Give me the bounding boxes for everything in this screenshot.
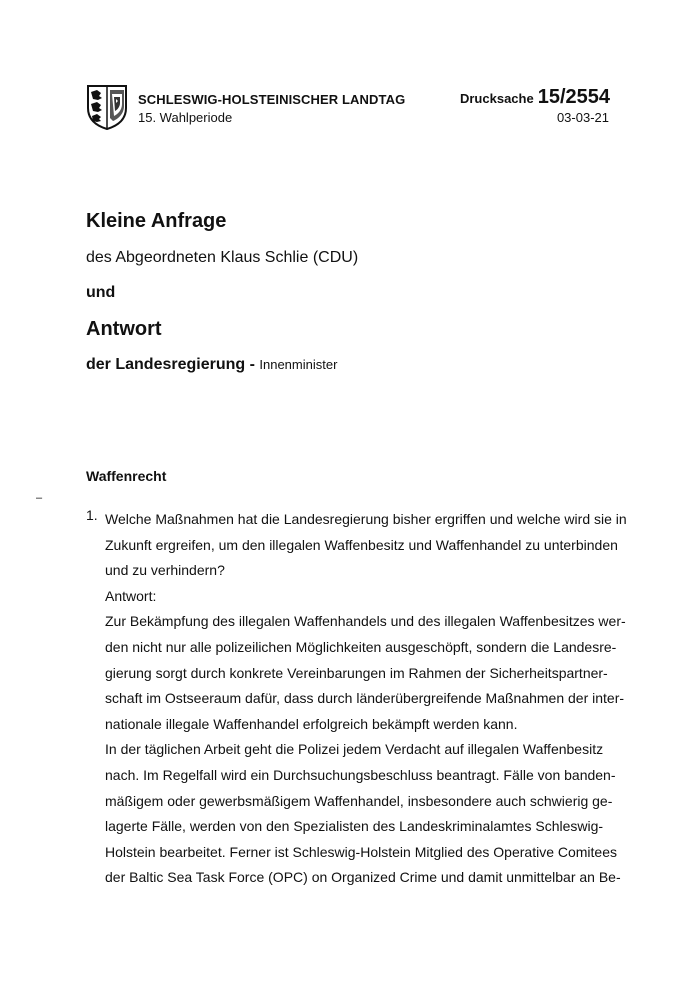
body-line: Welche Maßnahmen hat die Landesregierung bisher ergriffen und welche wird sie in <box>105 511 627 527</box>
title-antwort: Antwort <box>86 318 162 340</box>
drucksache-label: Drucksache <box>459 91 534 106</box>
government-label: der Landesregierung - <box>86 356 255 373</box>
margin-mark: – <box>36 492 43 504</box>
body-line: nach. Im Regelfall wird ein Durchsuchungsbeschluss beantragt. Fälle von banden- <box>105 766 616 783</box>
body-line: Antwort: <box>105 587 157 604</box>
subtitle-member: des Abgeordneten Klaus Schlie (CDU) <box>86 249 359 266</box>
body-line: mäßigem oder gewerbsmäßigem Waffenhandel, insbesondere auch schwierig ge- <box>105 792 613 809</box>
body-line: der Baltic Sea Task Force (OPC) on Organized Crime und damit unmittelbar an Be- <box>105 869 621 886</box>
body-line: und zu verhindern? <box>105 562 225 579</box>
minister-label: Innenminister <box>259 357 338 372</box>
body-line: Zukunft ergreifen, um den illegalen Waffenbesitz und Waffenhandel zu unterbinden <box>105 536 618 553</box>
body-line: Zur Bekämpfung des illegalen Waffenhandels und des illegalen Waffenbesitzes wer- <box>105 613 626 630</box>
body-line: schaft im Ostseeraum dafür, dass durch länderübergreifende Maßnahmen der inter- <box>105 690 625 707</box>
title-kleine-anfrage: Kleine Anfrage <box>86 210 227 232</box>
body-line: nationale illegale Waffenhandel erfolgreich bekämpft werden kann. <box>105 715 518 732</box>
body-line: Holstein bearbeitet. Ferner ist Schleswig-Holstein Mitglied des Operative Comitees <box>105 843 617 860</box>
parliament-name: SCHLESWIG-HOLSTEINISCHER LANDTAG <box>138 92 406 107</box>
title-und: und <box>86 284 116 301</box>
coat-of-arms-icon <box>86 84 128 130</box>
subtitle-government <box>86 356 337 374</box>
body-line: gierung sorgt durch konkrete Vereinbarungen im Rahmen der Sicherheitspartner- <box>105 664 608 681</box>
legislative-period: 15. Wahlperiode <box>138 110 233 125</box>
question-body <box>105 507 625 891</box>
body-line: den nicht nur alle polizeilichen Möglichkeiten ausgeschöpft, sondern die Landesre- <box>105 638 617 655</box>
section-heading: Waffenrecht <box>86 468 167 484</box>
body-line: lagerte Fälle, werden von den Spezialisten des Landeskriminalamtes Schleswig- <box>105 818 604 835</box>
document-date: 03-03-21 <box>556 110 609 125</box>
body-line: In der täglichen Arbeit geht die Polizei jedem Verdacht auf illegalen Waffenbesitz <box>105 741 604 758</box>
question-number: 1. <box>86 507 98 523</box>
drucksache-number: 15/2554 <box>537 86 610 108</box>
drucksache-block <box>460 86 610 109</box>
